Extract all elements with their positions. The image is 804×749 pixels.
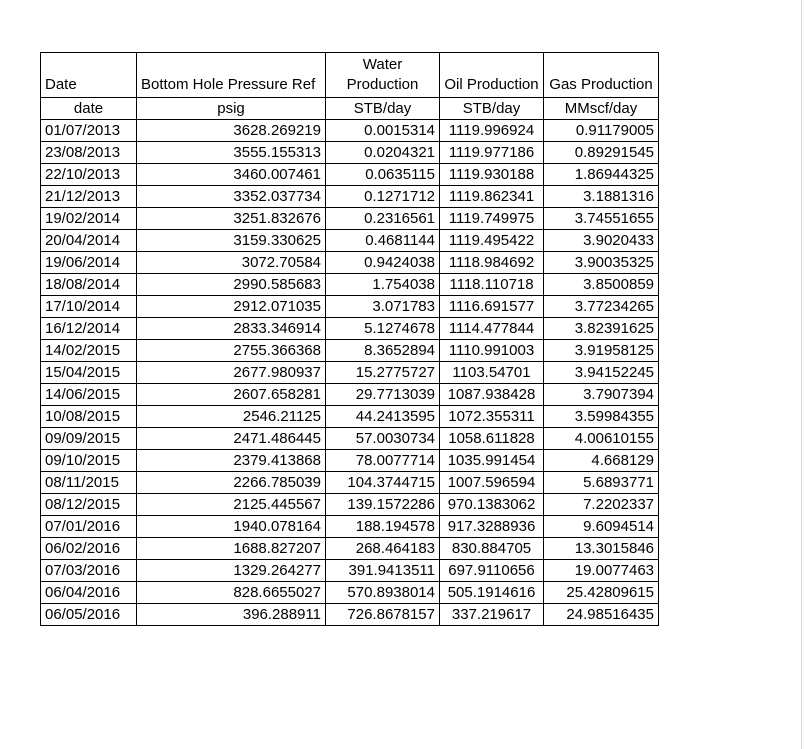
cell-date: 07/03/2016 <box>41 560 137 582</box>
table-row <box>41 560 659 582</box>
cell-gas-production: 3.82391625 <box>544 318 659 340</box>
cell-date: 08/12/2015 <box>41 494 137 516</box>
cell-gas-production: 9.6094514 <box>544 516 659 538</box>
cell-bottom-hole-pressure: 3251.832676 <box>137 208 326 230</box>
cell-date: 17/10/2014 <box>41 296 137 318</box>
header-gas-production: Gas Production <box>544 53 659 98</box>
cell-water-production: 188.194578 <box>326 516 440 538</box>
cell-gas-production: 24.98516435 <box>544 604 659 626</box>
cell-date: 06/05/2016 <box>41 604 137 626</box>
cell-oil-production: 1087.938428 <box>440 384 544 406</box>
cell-water-production: 570.8938014 <box>326 582 440 604</box>
cell-water-production: 391.9413511 <box>326 560 440 582</box>
cell-water-production: 1.754038 <box>326 274 440 296</box>
cell-water-production: 726.8678157 <box>326 604 440 626</box>
unit-bhp: psig <box>137 98 326 120</box>
cell-oil-production: 1072.355311 <box>440 406 544 428</box>
header-water-production: Water Production <box>326 53 440 98</box>
cell-oil-production: 337.219617 <box>440 604 544 626</box>
cell-gas-production: 25.42809615 <box>544 582 659 604</box>
header-row <box>41 53 659 98</box>
cell-date: 19/02/2014 <box>41 208 137 230</box>
cell-bottom-hole-pressure: 3555.155313 <box>137 142 326 164</box>
cell-oil-production: 1114.477844 <box>440 318 544 340</box>
cell-water-production: 3.071783 <box>326 296 440 318</box>
table-row <box>41 384 659 406</box>
cell-bottom-hole-pressure: 396.288911 <box>137 604 326 626</box>
cell-water-production: 5.1274678 <box>326 318 440 340</box>
cell-gas-production: 3.90035325 <box>544 252 659 274</box>
cell-bottom-hole-pressure: 3628.269219 <box>137 120 326 142</box>
cell-oil-production: 1119.862341 <box>440 186 544 208</box>
cell-bottom-hole-pressure: 1940.078164 <box>137 516 326 538</box>
table-row <box>41 472 659 494</box>
cell-gas-production: 3.1881316 <box>544 186 659 208</box>
cell-water-production: 0.2316561 <box>326 208 440 230</box>
cell-date: 22/10/2013 <box>41 164 137 186</box>
unit-gas: MMscf/day <box>544 98 659 120</box>
cell-date: 08/11/2015 <box>41 472 137 494</box>
cell-water-production: 0.0635115 <box>326 164 440 186</box>
cell-oil-production: 970.1383062 <box>440 494 544 516</box>
cell-oil-production: 917.3288936 <box>440 516 544 538</box>
cell-bottom-hole-pressure: 3352.037734 <box>137 186 326 208</box>
cell-water-production: 139.1572286 <box>326 494 440 516</box>
table-row <box>41 230 659 252</box>
cell-date: 18/08/2014 <box>41 274 137 296</box>
cell-oil-production: 505.1914616 <box>440 582 544 604</box>
cell-date: 14/06/2015 <box>41 384 137 406</box>
table-row <box>41 450 659 472</box>
cell-bottom-hole-pressure: 1329.264277 <box>137 560 326 582</box>
cell-water-production: 104.3744715 <box>326 472 440 494</box>
cell-date: 19/06/2014 <box>41 252 137 274</box>
cell-bottom-hole-pressure: 3159.330625 <box>137 230 326 252</box>
table-row <box>41 296 659 318</box>
table-row <box>41 142 659 164</box>
cell-bottom-hole-pressure: 2990.585683 <box>137 274 326 296</box>
cell-oil-production: 1035.991454 <box>440 450 544 472</box>
table-row <box>41 494 659 516</box>
table-row <box>41 406 659 428</box>
unit-oil: STB/day <box>440 98 544 120</box>
cell-bottom-hole-pressure: 2379.413868 <box>137 450 326 472</box>
cell-date: 21/12/2013 <box>41 186 137 208</box>
table-row <box>41 340 659 362</box>
cell-bottom-hole-pressure: 828.6655027 <box>137 582 326 604</box>
cell-date: 07/01/2016 <box>41 516 137 538</box>
cell-gas-production: 3.8500859 <box>544 274 659 296</box>
cell-water-production: 44.2413595 <box>326 406 440 428</box>
cell-gas-production: 4.668129 <box>544 450 659 472</box>
cell-oil-production: 1007.596594 <box>440 472 544 494</box>
cell-water-production: 8.3652894 <box>326 340 440 362</box>
cell-date: 06/02/2016 <box>41 538 137 560</box>
cell-gas-production: 0.91179005 <box>544 120 659 142</box>
table-row <box>41 208 659 230</box>
cell-date: 15/04/2015 <box>41 362 137 384</box>
cell-bottom-hole-pressure: 2677.980937 <box>137 362 326 384</box>
table-row <box>41 516 659 538</box>
cell-date: 10/08/2015 <box>41 406 137 428</box>
cell-gas-production: 3.7907394 <box>544 384 659 406</box>
cell-water-production: 0.0204321 <box>326 142 440 164</box>
cell-gas-production: 3.59984355 <box>544 406 659 428</box>
cell-oil-production: 1103.54701 <box>440 362 544 384</box>
header-bottom-hole-pressure: Bottom Hole Pressure Ref <box>137 53 326 98</box>
cell-gas-production: 19.0077463 <box>544 560 659 582</box>
cell-water-production: 268.464183 <box>326 538 440 560</box>
cell-gas-production: 3.77234265 <box>544 296 659 318</box>
table-row <box>41 164 659 186</box>
cell-gas-production: 1.86944325 <box>544 164 659 186</box>
unit-water: STB/day <box>326 98 440 120</box>
cell-oil-production: 1058.611828 <box>440 428 544 450</box>
table-row <box>41 362 659 384</box>
cell-oil-production: 1119.930188 <box>440 164 544 186</box>
cell-date: 09/10/2015 <box>41 450 137 472</box>
cell-date: 20/04/2014 <box>41 230 137 252</box>
cell-water-production: 0.4681144 <box>326 230 440 252</box>
cell-bottom-hole-pressure: 3072.70584 <box>137 252 326 274</box>
cell-water-production: 0.1271712 <box>326 186 440 208</box>
cell-gas-production: 7.2202337 <box>544 494 659 516</box>
cell-gas-production: 5.6893771 <box>544 472 659 494</box>
cell-oil-production: 1119.977186 <box>440 142 544 164</box>
cell-bottom-hole-pressure: 2833.346914 <box>137 318 326 340</box>
cell-oil-production: 1119.749975 <box>440 208 544 230</box>
table-row <box>41 582 659 604</box>
cell-date: 06/04/2016 <box>41 582 137 604</box>
table-row <box>41 604 659 626</box>
cell-bottom-hole-pressure: 2912.071035 <box>137 296 326 318</box>
cell-oil-production: 1119.996924 <box>440 120 544 142</box>
cell-oil-production: 1110.991003 <box>440 340 544 362</box>
cell-water-production: 15.2775727 <box>326 362 440 384</box>
cell-water-production: 78.0077714 <box>326 450 440 472</box>
unit-date: date <box>41 98 137 120</box>
cell-oil-production: 1118.984692 <box>440 252 544 274</box>
cell-water-production: 57.0030734 <box>326 428 440 450</box>
cell-date: 01/07/2013 <box>41 120 137 142</box>
table-row <box>41 120 659 142</box>
cell-date: 09/09/2015 <box>41 428 137 450</box>
cell-gas-production: 13.3015846 <box>544 538 659 560</box>
cell-bottom-hole-pressure: 2125.445567 <box>137 494 326 516</box>
cell-oil-production: 1118.110718 <box>440 274 544 296</box>
cell-gas-production: 0.89291545 <box>544 142 659 164</box>
table-row <box>41 428 659 450</box>
cell-bottom-hole-pressure: 2755.366368 <box>137 340 326 362</box>
cell-gas-production: 4.00610155 <box>544 428 659 450</box>
production-data-table <box>40 52 659 626</box>
cell-date: 23/08/2013 <box>41 142 137 164</box>
cell-bottom-hole-pressure: 3460.007461 <box>137 164 326 186</box>
cell-oil-production: 830.884705 <box>440 538 544 560</box>
cell-bottom-hole-pressure: 2266.785039 <box>137 472 326 494</box>
table-row <box>41 318 659 340</box>
cell-bottom-hole-pressure: 2471.486445 <box>137 428 326 450</box>
units-row <box>41 98 659 120</box>
cell-gas-production: 3.94152245 <box>544 362 659 384</box>
cell-date: 14/02/2015 <box>41 340 137 362</box>
cell-water-production: 0.0015314 <box>326 120 440 142</box>
table-row <box>41 252 659 274</box>
cell-bottom-hole-pressure: 1688.827207 <box>137 538 326 560</box>
cell-water-production: 29.7713039 <box>326 384 440 406</box>
cell-water-production: 0.9424038 <box>326 252 440 274</box>
cell-gas-production: 3.74551655 <box>544 208 659 230</box>
cell-oil-production: 1119.495422 <box>440 230 544 252</box>
cell-gas-production: 3.9020433 <box>544 230 659 252</box>
table-row <box>41 186 659 208</box>
cell-bottom-hole-pressure: 2546.21125 <box>137 406 326 428</box>
table-row <box>41 274 659 296</box>
table-row <box>41 538 659 560</box>
cell-oil-production: 697.9110656 <box>440 560 544 582</box>
cell-date: 16/12/2014 <box>41 318 137 340</box>
header-oil-production: Oil Production <box>440 53 544 98</box>
cell-oil-production: 1116.691577 <box>440 296 544 318</box>
header-date: Date <box>41 53 137 98</box>
cell-gas-production: 3.91958125 <box>544 340 659 362</box>
cell-bottom-hole-pressure: 2607.658281 <box>137 384 326 406</box>
